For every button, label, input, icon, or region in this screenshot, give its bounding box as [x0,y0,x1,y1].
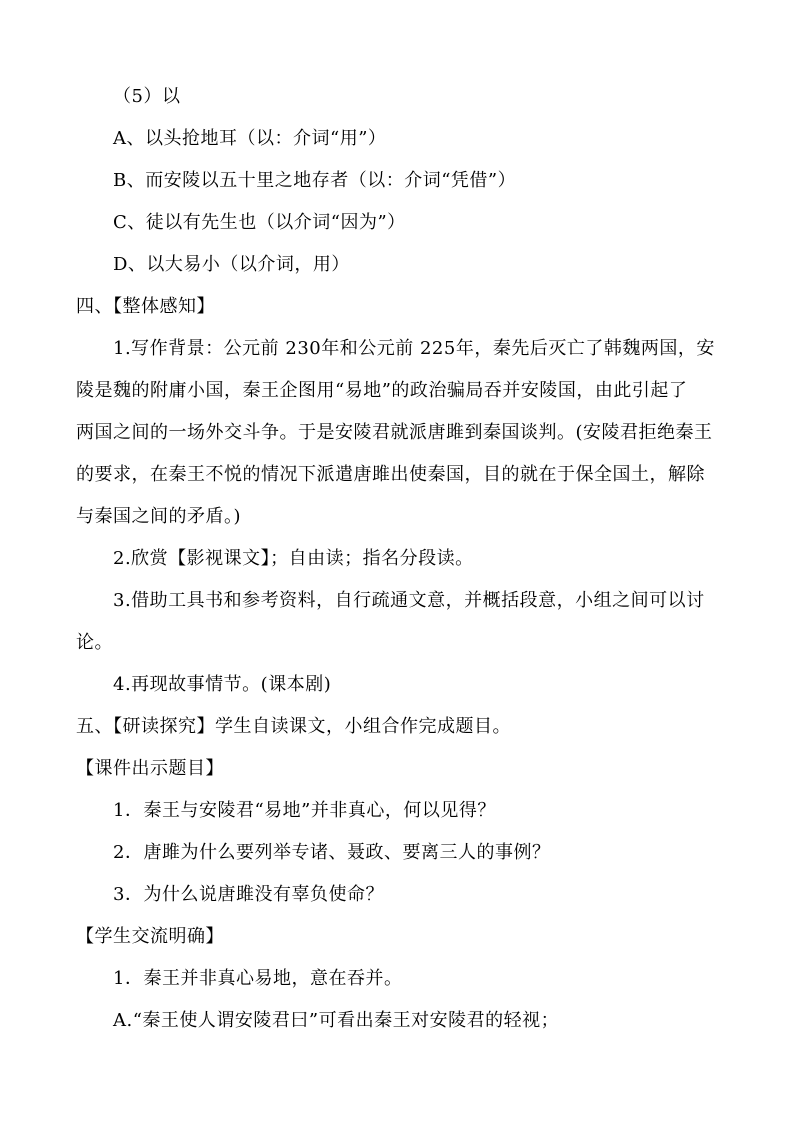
text-line: （5）以 [113,86,181,107]
text-line: A.“秦王使人谓安陵君曰”可看出秦王对安陵君的轻视； [113,1010,560,1031]
section-heading: 五、【研读探究】学生自读课文，小组合作完成题目。 [76,716,511,737]
text-line: 1.写作背景：公元前 230年和公元前 225年，秦先后灭亡了韩魏两国，安 [113,338,715,359]
subsection-heading: 【学生交流明确】 [76,926,224,947]
text-line: 4.再现故事情节。(课本剧) [113,674,332,695]
text-line: 3．为什么说唐雎没有辜负使命？ [113,884,384,905]
text-line: 论。 [76,632,113,653]
text-line: A、以头抢地耳（以：介词“用”） [113,128,387,149]
text-line: 2．唐雎为什么要列举专诸、聂政、要离三人的事例？ [113,842,551,863]
subsection-heading: 【课件出示题目】 [76,758,224,779]
text-line: 陵是魏的附庸小国，秦王企图用“易地”的政治骗局吞并安陵国，由此引起了 [76,380,688,401]
text-line: C、徒以有先生也（以介词“因为”） [113,212,406,233]
text-line: D、以大易小（以介词，用） [113,254,350,275]
text-line: 2.欣赏【影视课文】；自由读；指名分段读。 [113,548,474,569]
text-line: 3.借助工具书和参考资料，自行疏通文意，并概括段意，小组之间可以讨 [113,590,705,611]
text-line: 的要求，在秦王不悦的情况下派遣唐雎出使秦国，目的就在于保全国土，解除 [76,464,705,485]
text-line: 两国之间的一场外交斗争。于是安陵君就派唐雎到秦国谈判。(安陵君拒绝秦王 [76,422,713,443]
text-line: 1．秦王与安陵君“易地”并非真心，何以见得？ [113,800,496,821]
section-heading: 四、【整体感知】 [76,296,215,317]
text-line: B、而安陵以五十里之地存者（以：介词“凭借”） [113,170,517,191]
text-line: 1．秦王并非真心易地，意在吞并。 [113,968,403,989]
text-line: 与秦国之间的矛盾。) [76,506,242,527]
